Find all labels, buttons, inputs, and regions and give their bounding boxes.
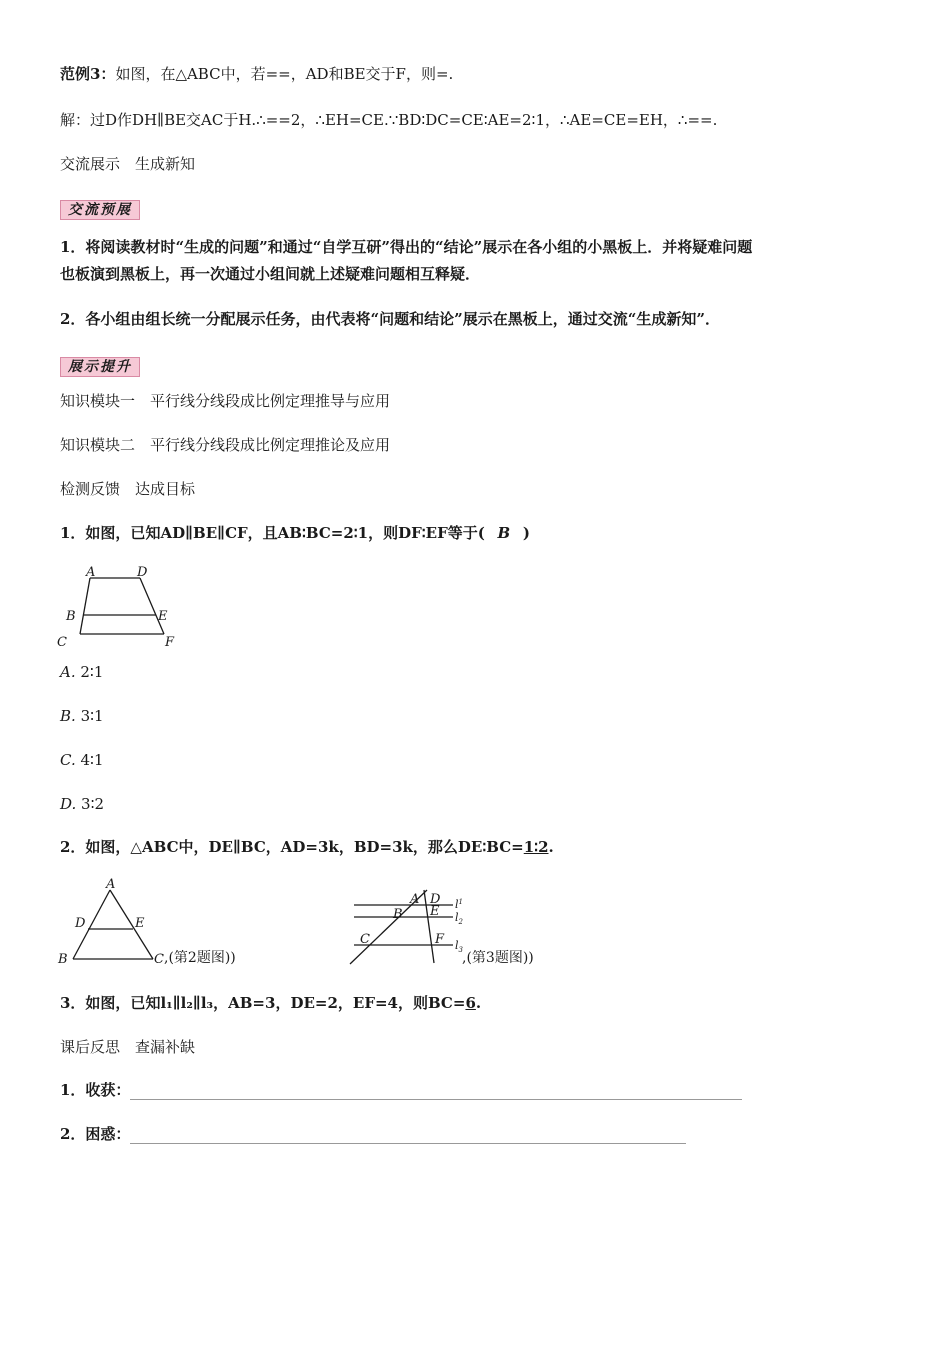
example3-solution: 解：过D作DH∥BE交AC于H.∴==2，∴EH=CE.∵BD∶DC=CE∶AE=2∶1，∴AE=CE=EH，∴==. bbox=[60, 111, 718, 129]
badge-preview: 交流预展 bbox=[60, 200, 140, 220]
section-reflect-heading: 课后反思 查漏补缺 bbox=[60, 1038, 196, 1056]
q1-option-b: B. 3∶1 bbox=[60, 707, 104, 725]
q3-label-e: E bbox=[430, 904, 440, 919]
q1-answer: B bbox=[497, 524, 511, 542]
example3-text: 如图，在△ABC中，若==，AD和BE交于F，则=. bbox=[115, 65, 454, 83]
q1-option-d: D. 3∶2 bbox=[60, 795, 105, 813]
q2-figure bbox=[55, 876, 175, 966]
q3-figure-caption: ,(第3题图)) bbox=[462, 950, 534, 966]
q1-figure bbox=[55, 562, 185, 650]
q3-stem: 3．如图，已知l₁∥l₂∥l₃，AB=3，DE=2，EF=4，则BC= bbox=[60, 994, 466, 1012]
exchange-item-2: 2．各小组由组长统一分配展示任务，由代表将“问题和结论”展示在黑板上，通过交流“生成新知”． bbox=[60, 310, 720, 328]
q2-line-ac bbox=[110, 890, 153, 959]
q1-label-b: B bbox=[66, 609, 76, 624]
reflect-gain bbox=[60, 1080, 742, 1100]
q3-label-l3: $l_3$ bbox=[455, 939, 463, 954]
q2-figure-caption: ,(第2题图)) bbox=[164, 950, 236, 966]
q3-end: . bbox=[475, 994, 482, 1012]
reflect-gain-label: 1．收获： bbox=[60, 1081, 131, 1099]
q3-label-f: F bbox=[435, 932, 445, 947]
q1-label-d: D bbox=[137, 565, 148, 580]
module-1: 知识模块一 平行线分线段成比例定理推导与应用 bbox=[60, 392, 391, 410]
q3-label-c: C bbox=[360, 932, 370, 947]
exchange-item-1: 1．将阅读教材时“生成的问题”和通过“自学互研”得出的“结论”展示在各小组的小黑板上．并将疑难问题 bbox=[60, 238, 753, 256]
q3-label-l1: $l^1$ bbox=[455, 898, 463, 911]
reflect-doubt bbox=[60, 1124, 686, 1144]
q2-stem: 2．如图，△ABC中，DE∥BC，AD=3k，BD=3k，那么DE∶BC= bbox=[60, 838, 524, 856]
q2-label-c: C bbox=[154, 952, 164, 967]
reflect-doubt-label: 2．困惑： bbox=[60, 1125, 131, 1143]
q1-label-e: E bbox=[158, 609, 168, 624]
badge-show: 展示提升 bbox=[60, 357, 140, 377]
q3-label-a: A bbox=[410, 892, 420, 907]
q1-line-df bbox=[140, 578, 164, 634]
q1-label-c: C bbox=[57, 635, 67, 650]
q1-stem: 1．如图，已知AD∥BE∥CF，且AB∶BC=2∶1，则DF∶EF等于( bbox=[60, 524, 485, 542]
q3-label-d: D bbox=[430, 892, 441, 907]
example3-label: 范例3： bbox=[60, 65, 116, 83]
module-2: 知识模块二 平行线分线段成比例定理推论及应用 bbox=[60, 436, 391, 454]
section-test-heading: 检测反馈 达成目标 bbox=[60, 480, 196, 498]
q2-text bbox=[60, 837, 554, 857]
reflect-doubt-blank[interactable] bbox=[130, 1129, 686, 1144]
q2-end: . bbox=[548, 838, 554, 856]
q1-label-a: A bbox=[86, 565, 96, 580]
q1-option-a: A. 2∶1 bbox=[60, 663, 104, 681]
q3-text bbox=[60, 993, 481, 1013]
q1-line-ac bbox=[80, 578, 90, 634]
section-exchange-heading: 交流展示 生成新知 bbox=[60, 155, 196, 173]
q3-label-l2: $l_2$ bbox=[455, 911, 463, 926]
q1-option-c: C. 4∶1 bbox=[60, 751, 104, 769]
q2-label-b: B bbox=[58, 952, 68, 967]
q1-text bbox=[60, 523, 530, 543]
q2-answer: 1∶2 bbox=[523, 838, 549, 856]
q1-close: ) bbox=[522, 524, 530, 542]
reflect-gain-blank[interactable] bbox=[130, 1085, 742, 1100]
q3-answer: 6 bbox=[465, 994, 476, 1012]
q3-label-b: B bbox=[393, 907, 403, 922]
exchange-item-1-cont: 也板演到黑板上，再一次通过小组间就上述疑难问题相互释疑． bbox=[60, 265, 481, 283]
q3-figure bbox=[345, 888, 475, 968]
example3-question bbox=[60, 64, 453, 84]
q2-label-e: E bbox=[135, 916, 145, 931]
q1-label-f: F bbox=[165, 635, 175, 650]
q2-label-a: A bbox=[106, 877, 116, 892]
q2-label-d: D bbox=[75, 916, 86, 931]
